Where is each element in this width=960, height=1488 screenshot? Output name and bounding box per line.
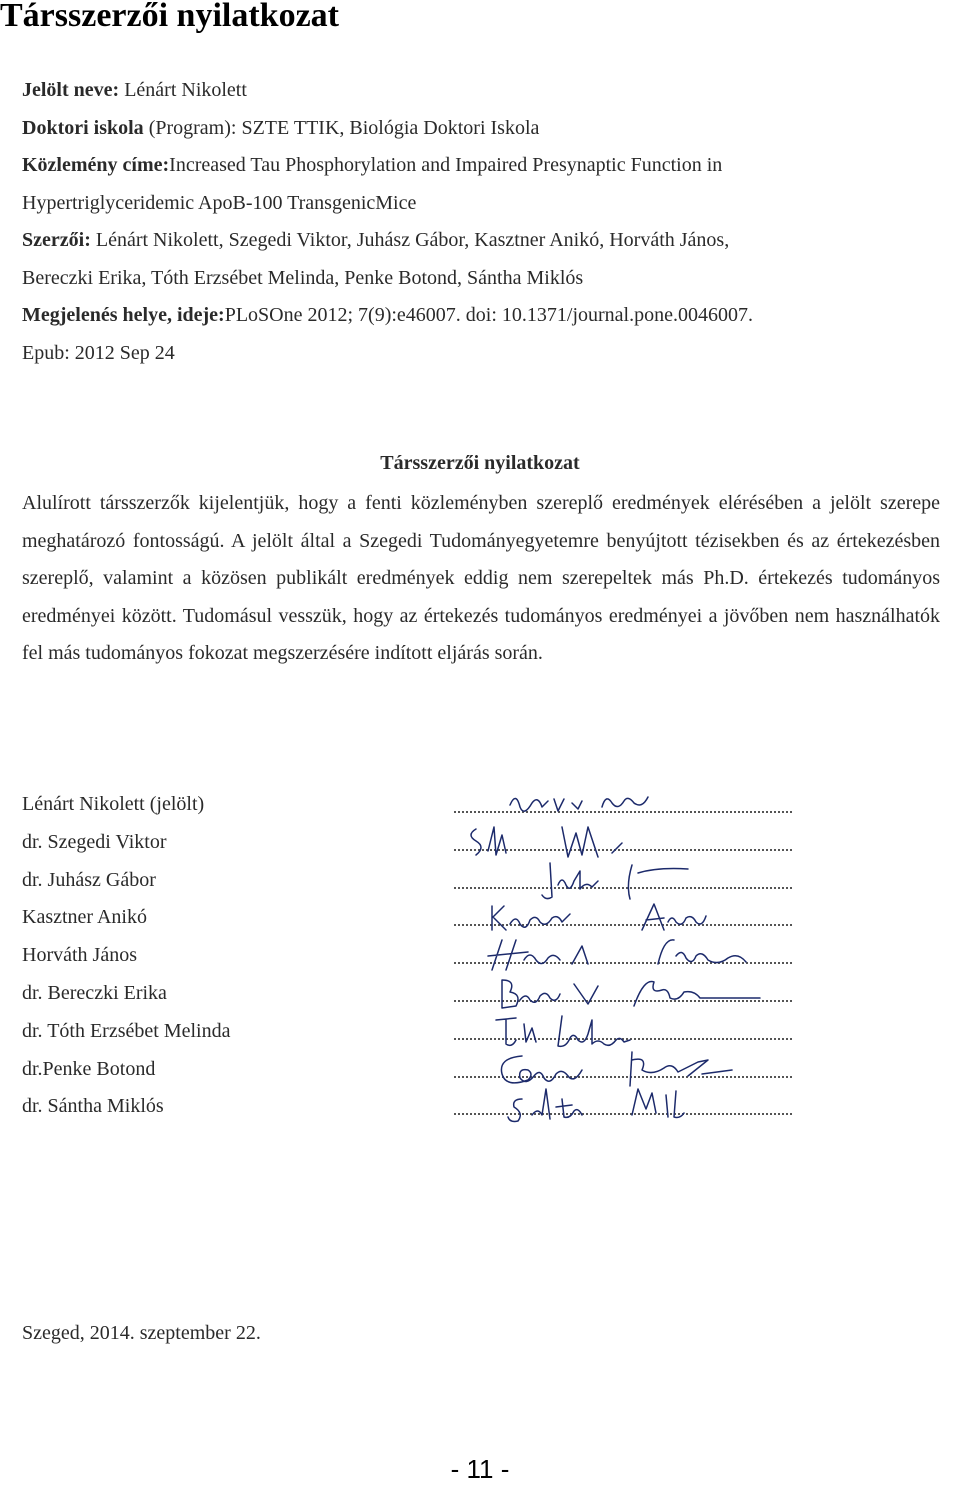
meta-line-publication xyxy=(22,297,942,335)
meta-label: Közlemény címe: xyxy=(22,154,170,176)
handwritten-signature xyxy=(462,1010,802,1052)
declaration-text: Alulírott társszerzők kijelentjük, hogy a fenti közleményben szereplő eredmények elérésében a jelölt szerepe meghatározó fontosságú. A jelölt által a Szegedi Tudományegyetemre benyújtott tézisekben és az értekezésben szereplő, valamint a közösen publikált eredmények eddig nem szerepeltek más Ph.D. értekezés tudományos eredményei között. Tudomásul vesszük, hogy az értekezés tudományos eredményei a jövőben nem használhatók fel más tudományos fokozat megszerzésére indított eljárás során. xyxy=(22,492,940,665)
meta-label: Szerzői: xyxy=(22,229,91,251)
signature-row xyxy=(22,976,942,1014)
meta-value: Increased Tau Phosphorylation and Impaired Presynaptic Function in xyxy=(169,154,723,176)
page-heading: Társszerzői nyilatkozat xyxy=(0,0,339,34)
meta-value: Epub: 2012 Sep 24 xyxy=(22,341,175,364)
signatory-name: dr. Tóth Erzsébet Melinda xyxy=(22,1019,231,1042)
declaration-title: Társszerzői nyilatkozat xyxy=(380,452,580,474)
meta-value: PLoSOne 2012; 7(9):e46007. doi: 10.1371/journal.pone.0046007. xyxy=(224,304,753,326)
signature-row xyxy=(22,1014,942,1052)
signatory-name: dr. Bereczki Erika xyxy=(22,981,167,1004)
signatory-name: dr. Szegedi Viktor xyxy=(22,830,167,853)
meta-value: Lénárt Nikolett, Szegedi Viktor, Juhász Gábor, Kasztner Anikó, Horváth János, xyxy=(90,229,730,251)
signatory-name: Horváth János xyxy=(22,944,137,967)
meta-line-title-cont xyxy=(22,185,942,223)
meta-value: Lénárt Nikolett xyxy=(119,79,247,101)
signatory-name: dr. Sántha Miklós xyxy=(22,1095,164,1118)
handwritten-signature xyxy=(462,821,802,863)
signature-list xyxy=(22,787,942,1127)
meta-label: Doktori iskola xyxy=(22,116,144,139)
meta-line-school xyxy=(22,110,942,148)
meta-label: Megjelenés helye, ideje: xyxy=(22,304,225,326)
handwritten-signature xyxy=(462,896,802,938)
publication-details xyxy=(22,72,942,372)
handwritten-signature xyxy=(462,1048,802,1090)
meta-line-epub xyxy=(22,335,942,373)
handwritten-signature xyxy=(462,859,802,901)
signatory-name: Kasztner Anikó xyxy=(22,906,147,929)
signature-row xyxy=(22,1052,942,1090)
signature-row xyxy=(22,900,942,938)
handwritten-signature xyxy=(462,972,802,1014)
meta-line-authors xyxy=(22,222,942,260)
page-number: - 11 - xyxy=(450,1454,510,1484)
place-and-date: Szeged, 2014. szeptember 22. xyxy=(22,1322,261,1344)
signatory-name: dr. Juhász Gábor xyxy=(22,868,156,891)
meta-label: Jelölt neve: xyxy=(22,79,120,101)
signature-row xyxy=(22,825,942,863)
meta-line-candidate xyxy=(22,72,942,110)
handwritten-signature xyxy=(462,1085,802,1127)
meta-value: Hypertriglyceridemic ApoB-100 TransgenicMice xyxy=(22,191,417,214)
handwritten-signature xyxy=(462,934,802,976)
signature-row xyxy=(22,863,942,901)
handwritten-signature xyxy=(462,783,802,825)
meta-value: (Program): SZTE TTIK, Biológia Doktori Iskola xyxy=(143,116,540,139)
meta-value: Bereczki Erika, Tóth Erzsébet Melinda, Penke Botond, Sántha Miklós xyxy=(22,266,584,289)
signatory-name: Lénárt Nikolett (jelölt) xyxy=(22,793,205,815)
signature-row xyxy=(22,1089,942,1127)
meta-line-title xyxy=(22,147,942,185)
signatory-name: dr.Penke Botond xyxy=(22,1057,156,1080)
signature-row xyxy=(22,938,942,976)
meta-line-authors-cont xyxy=(22,260,942,298)
signature-row xyxy=(22,787,942,825)
